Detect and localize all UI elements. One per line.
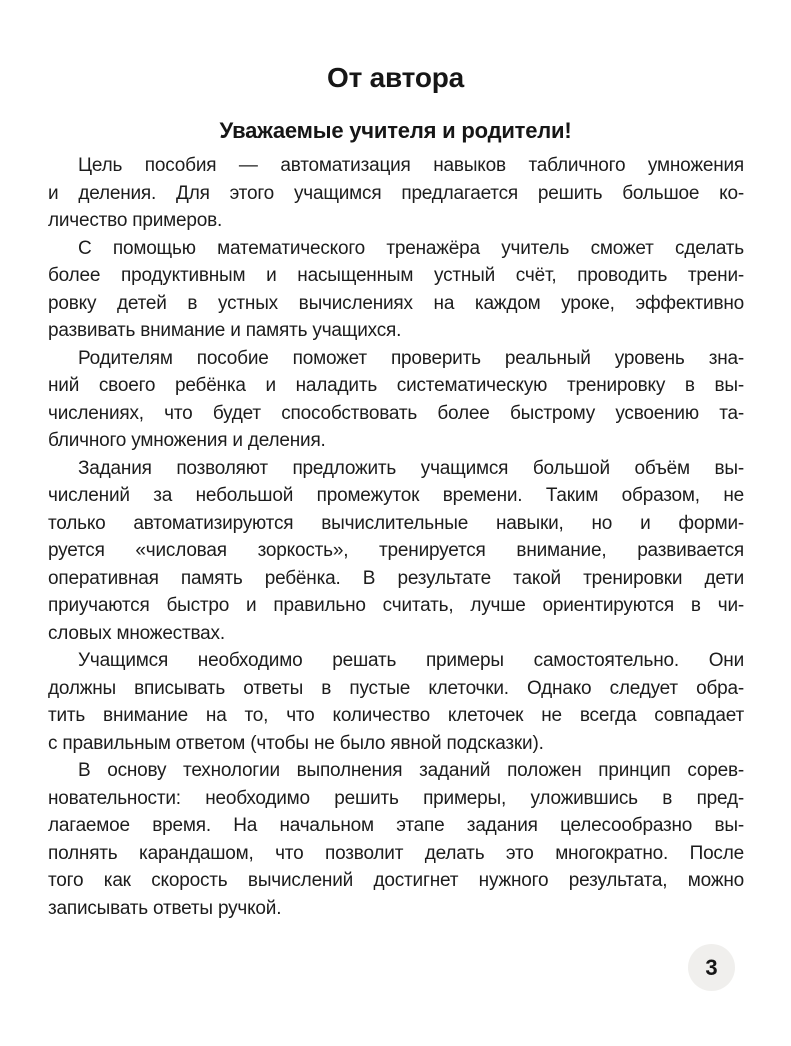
text-line: бличного умножения и деления. (48, 430, 326, 451)
text-line: В основу технологии выполнения заданий положен принцип сорев- (78, 760, 744, 781)
paragraph (48, 235, 744, 345)
text-line: ний своего ребёнка и наладить систематическую тренировку в вы- (48, 375, 744, 396)
text-line: лагаемое время. На начальном этапе задания целесообразно вы- (48, 815, 744, 836)
paragraph (48, 455, 744, 648)
text-line: личество примеров. (48, 210, 223, 231)
page-subtitle: Уважаемые учителя и родители! (219, 118, 572, 143)
text-line: более продуктивным и насыщенным устный счёт, проводить трени- (48, 265, 744, 286)
text-line: и деления. Для этого учащимся предлагается решить большое ко- (48, 182, 744, 204)
text-line: Цель пособия — автоматизация навыков табличного умножения (78, 155, 744, 176)
text-line: тить внимание на то, что количество клеточек не всегда совпадает (48, 705, 744, 726)
text-line: должны вписывать ответы в пустые клеточки. Однако следует обра- (48, 677, 744, 699)
text-line: С помощью математического тренажёра учитель сможет сделать (78, 237, 744, 259)
text-line: с правильным ответом (чтобы не было явной подсказки). (48, 732, 544, 754)
text-line: числений за небольшой промежуток времени. Таким образом, не (48, 485, 744, 506)
text-line: только автоматизируются вычислительные навыки, но и форми- (48, 512, 744, 534)
text-line: словых множествах. (48, 622, 225, 644)
page-number: 3 (705, 954, 718, 980)
text-line: числениях, что будет способствовать более быстрому усвоению та- (48, 402, 744, 424)
page-title: От автора (326, 62, 464, 93)
text-line: новательности: необходимо решить примеры, уложившись в пред- (48, 787, 744, 809)
text-line: ровку детей в устных вычислениях на каждом уроке, эффективно (48, 292, 744, 314)
text-line: записывать ответы ручкой. (48, 897, 282, 919)
text-line: полнять карандашом, что позволит делать это многократно. После (48, 842, 744, 864)
text-line: Задания позволяют предложить учащимся большой объём вы- (78, 457, 744, 479)
paragraph (48, 647, 744, 757)
text-line: Учащимся необходимо решать примеры самостоятельно. Они (78, 650, 744, 671)
body-text (48, 152, 744, 922)
text-line: развивать внимание и память учащихся. (48, 320, 402, 341)
paragraph (48, 152, 744, 235)
text-line: оперативная память ребёнка. В результате такой тренировки дети (48, 567, 744, 589)
paragraph (48, 757, 744, 922)
text-line: приучаются быстро и правильно считать, лучше ориентируются в чи- (48, 595, 744, 616)
text-line: Родителям пособие поможет проверить реальный уровень зна- (78, 347, 744, 369)
page-number-badge (688, 944, 735, 991)
text-line: руется «числовая зоркость», тренируется внимание, развивается (48, 540, 744, 561)
paragraph (48, 345, 744, 455)
text-line: того как скорость вычислений достигнет нужного результата, можно (48, 870, 744, 891)
